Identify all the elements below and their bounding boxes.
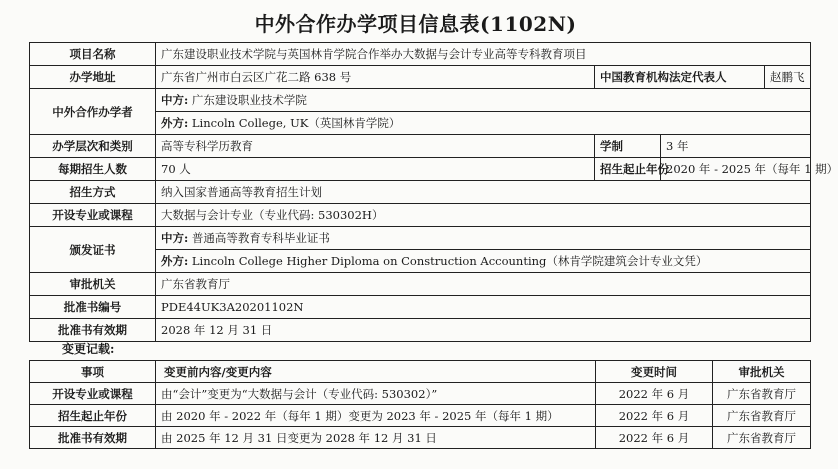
authority-label: 审批机关 [30,273,156,296]
table-row [30,427,811,449]
change-content: 由“会计”变更为“大数据与会计（专业代码: 530302）” [156,383,596,405]
change-authority: 广东省教育厅 [713,427,811,449]
changes-header-content: 变更前内容/变更内容 [156,361,596,383]
method-value: 纳入国家普通高等教育招生计划 [156,181,811,204]
page-title: 中外合作办学项目信息表(1102N) [254,12,577,36]
cooperators-label: 中外合作办学者 [30,89,156,135]
project-name-value: 广东建设职业技术学院与英国林肯学院合作举办大数据与会计专业高等专科教育项目 [156,43,811,66]
changes-header-row [30,361,811,383]
change-authority: 广东省教育厅 [713,383,811,405]
change-time: 2022 年 6 月 [596,405,713,427]
certificate-cn-prefix: 中方: [161,231,189,245]
level-value: 高等专科学历教育 [156,135,595,158]
changes-header-item: 事项 [30,361,156,383]
certificate-foreign-value: Lincoln College Higher Diploma on Construction Accounting（林肯学院建筑会计专业文凭） [191,254,708,268]
enroll-years-value: 2020 年 - 2025 年（每年 1 期） [661,158,811,181]
cooperator-cn-value: 广东建设职业技术学院 [191,93,307,107]
row-level [30,135,811,158]
cooperator-foreign-prefix: 外方: [161,116,189,130]
certificate-cn-value: 普通高等教育专科毕业证书 [191,231,330,245]
row-certificate-cn [30,227,811,250]
enrollment-value: 70 人 [156,158,595,181]
address-label: 办学地址 [30,66,156,89]
approval-no-label: 批准书编号 [30,296,156,319]
duration-value: 3 年 [661,135,811,158]
approval-no-value: PDE44UK3A20201102N [156,296,811,319]
validity-value: 2028 年 12 月 31 日 [156,319,811,342]
change-item: 招生起止年份 [30,405,156,427]
legal-rep-value: 赵鹏飞 [770,70,805,84]
change-item: 开设专业或课程 [30,383,156,405]
majors-value: 大数据与会计专业（专业代码: 530302H） [156,204,811,227]
change-content: 由 2020 年 - 2022 年（每年 1 期）变更为 2023 年 - 2025 年（每年 1 期） [156,405,596,427]
table-row [30,405,811,427]
change-time: 2022 年 6 月 [596,427,713,449]
certificate-label: 颁发证书 [30,227,156,273]
duration-label: 学制 [595,135,661,158]
changes-header-authority: 审批机关 [713,361,811,383]
cooperator-cn-prefix: 中方: [161,93,189,107]
enroll-years-label: 招生起止年份 [595,158,661,181]
project-name-label: 项目名称 [30,43,156,66]
table-row [30,383,811,405]
changes-table [29,360,811,449]
address-value: 广东省广州市白云区广花二路 638 号 [156,66,595,89]
row-authority [30,273,811,296]
row-cooperator-cn [30,89,811,112]
authority-value: 广东省教育厅 [156,273,811,296]
change-content: 由 2025 年 12 月 31 日变更为 2028 年 12 月 31 日 [156,427,596,449]
validity-label: 批准书有效期 [30,319,156,342]
change-authority: 广东省教育厅 [713,405,811,427]
row-validity [30,319,811,342]
project-info-table [29,42,838,342]
change-item: 批准书有效期 [30,427,156,449]
row-address [30,66,811,89]
certificate-foreign-prefix: 外方: [161,254,189,268]
row-enrollment [30,158,811,181]
cooperator-foreign-value: Lincoln College, UK（英国林肯学院） [191,116,401,130]
row-project-name [30,43,811,66]
changes-title: 变更记载: [62,342,115,356]
changes-header-time: 变更时间 [596,361,713,383]
majors-label: 开设专业或课程 [30,204,156,227]
row-majors [30,204,811,227]
enrollment-label: 每期招生人数 [30,158,156,181]
change-time: 2022 年 6 月 [596,383,713,405]
legal-rep-label: 中国教育机构法定代表人 [595,66,765,88]
level-label: 办学层次和类别 [30,135,156,158]
method-label: 招生方式 [30,181,156,204]
row-approval-no [30,296,811,319]
row-method [30,181,811,204]
